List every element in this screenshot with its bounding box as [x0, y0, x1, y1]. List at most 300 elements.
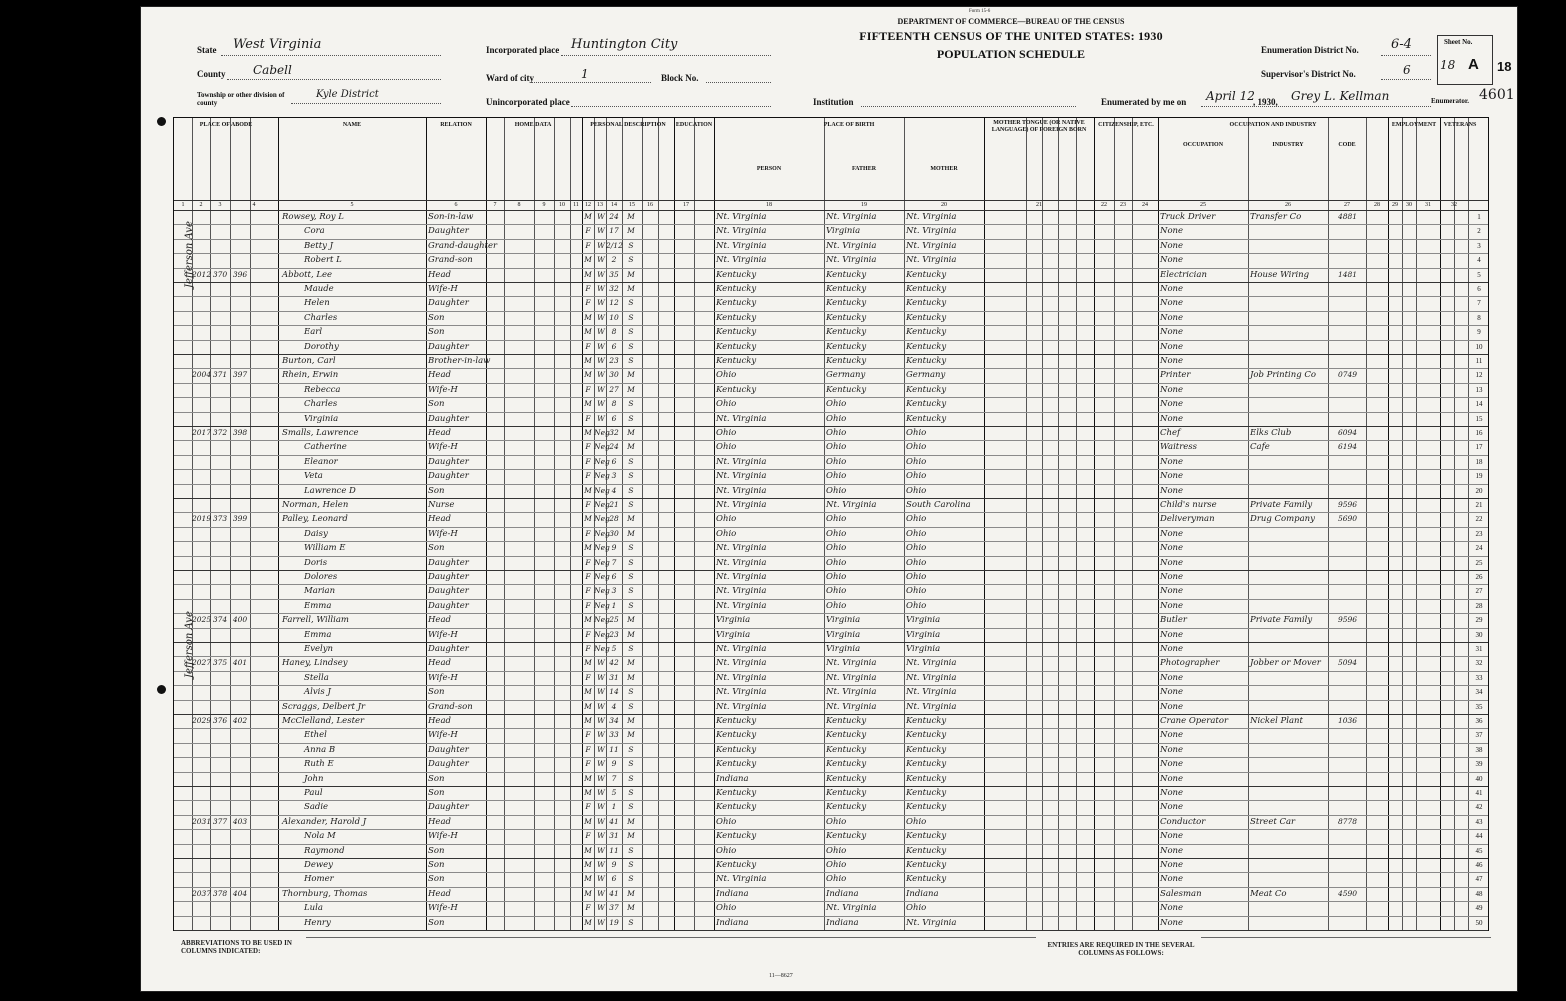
abbreviations-title: ABBREVIATIONS TO BE USED IN COLUMNS INDICATED: [181, 939, 292, 955]
ms-cell: S [628, 500, 634, 509]
age-cell: 1 [611, 600, 617, 610]
column-number: 2 [199, 202, 203, 208]
column-number: 28 [1374, 202, 1380, 208]
age-cell: 21 [609, 500, 619, 509]
rel-cell: Daughter [428, 802, 469, 813]
code-cell: 0749 [1337, 370, 1358, 380]
ms-cell: S [628, 744, 634, 754]
ms-cell: M [627, 428, 635, 437]
race-cell: Neg [594, 629, 610, 639]
occ-cell: None [1160, 572, 1184, 582]
table-row [174, 311, 1490, 325]
member-name-cell: Daisy [304, 528, 328, 539]
sex-cell: M [584, 788, 592, 797]
mother-cell: Ohio [906, 471, 927, 482]
line-number: 45 [1475, 846, 1483, 855]
occ-cell: None [1160, 600, 1184, 611]
mother-cell: Ohio [906, 514, 927, 525]
born-cell: Ohio [716, 428, 737, 438]
ms-cell: S [628, 874, 634, 884]
occ-cell: None [1160, 860, 1184, 870]
table-row [174, 426, 1490, 440]
occ-cell: None [1160, 327, 1184, 338]
column-number: 4 [252, 202, 256, 208]
age-cell: 6 [611, 341, 617, 351]
table-row [174, 397, 1490, 411]
age-cell: 30 [609, 370, 619, 380]
table-row [174, 469, 1490, 483]
group-header-home: HOME DATA [514, 122, 552, 128]
mother-cell: Kentucky [906, 284, 947, 294]
rel-cell: Head [428, 615, 451, 626]
sex-cell: F [585, 442, 591, 452]
mother-cell: Ohio [906, 485, 927, 496]
member-name-cell: Ruth E [304, 759, 334, 770]
mother-cell: Nt. Virginia [906, 240, 957, 251]
sex-cell: F [585, 744, 591, 754]
line-number: 26 [1475, 573, 1483, 581]
father-cell: Nt. Virginia [826, 500, 877, 510]
race-cell: Neg [594, 615, 610, 625]
member-name-cell: Lula [304, 903, 323, 914]
dw-cell: 375 [212, 658, 228, 668]
race-cell: W [597, 226, 605, 236]
occ-cell: Crane Operator [1160, 716, 1229, 726]
occ-cell: None [1160, 672, 1184, 683]
sex-cell: M [584, 485, 592, 495]
table-row [174, 815, 1490, 829]
sex-cell: F [585, 284, 591, 293]
member-name-cell: Evelyn [304, 644, 334, 654]
race-cell: W [597, 874, 605, 884]
table-row [174, 210, 1490, 224]
fam-cell: 400 [232, 615, 248, 625]
occ-cell: Photographer [1160, 658, 1220, 669]
column-number: 22 [1101, 202, 1107, 208]
sex-cell: F [585, 730, 591, 740]
age-cell: 42 [609, 658, 619, 668]
ind-cell: Street Car [1250, 816, 1296, 827]
supervisor-label: Supervisor's District No. [1261, 69, 1356, 79]
ms-cell: M [627, 514, 635, 524]
age-cell: 14 [609, 687, 619, 697]
head-name-cell: Haney, Lindsey [282, 658, 348, 669]
race-cell: W [597, 744, 605, 754]
father-cell: Nt. Virginia [826, 240, 877, 251]
age-cell: 11 [609, 744, 619, 754]
born-cell: Nt. Virginia [716, 687, 767, 698]
sex-cell: F [585, 802, 591, 812]
sex-cell: F [585, 500, 591, 509]
occ-cell: None [1160, 586, 1184, 597]
column-number: 5 [350, 202, 354, 208]
born-cell: Kentucky [716, 730, 757, 741]
ward-label: Ward of city [486, 73, 534, 83]
ms-cell: M [627, 903, 635, 913]
print-note: 11—8627 [769, 973, 793, 979]
line-number: 32 [1475, 659, 1483, 668]
rel-cell: Son [428, 327, 445, 338]
sex-cell: M [584, 917, 592, 927]
county-label: County [197, 69, 226, 79]
ms-cell: S [628, 456, 634, 466]
father-cell: Ohio [826, 471, 847, 482]
township-label: Township or other division of county [197, 91, 285, 107]
born-cell: Nt. Virginia [716, 600, 767, 611]
race-cell: Neg [594, 500, 610, 509]
member-name-cell: Ethel [304, 730, 327, 741]
dw-cell: 377 [212, 816, 228, 826]
dw-cell: 374 [212, 615, 228, 625]
race-cell: W [597, 269, 605, 279]
rel-cell: Son [428, 845, 445, 856]
table-row [174, 498, 1490, 512]
mother-cell: Ohio [906, 442, 927, 453]
occ-cell: None [1160, 399, 1184, 410]
code-cell: 4590 [1337, 888, 1358, 898]
rel-cell: Son [428, 788, 445, 798]
sex-cell: M [584, 212, 592, 221]
sex-cell: M [584, 312, 592, 322]
line-number: 3 [1477, 241, 1481, 250]
subheader-mother: MOTHER [930, 166, 958, 172]
line-number: 42 [1475, 803, 1483, 812]
group-header-name: NAME [342, 122, 362, 128]
sex-cell: F [585, 240, 591, 250]
born-cell: Kentucky [716, 312, 757, 323]
occ-cell: None [1160, 543, 1184, 554]
column-number: 23 [1120, 202, 1126, 208]
sex-cell: M [584, 356, 592, 365]
rel-cell: Son [428, 874, 445, 885]
table-row [174, 714, 1490, 728]
age-cell: 30 [609, 528, 619, 538]
race-cell: W [597, 860, 605, 869]
occ-cell: None [1160, 384, 1184, 395]
age-cell: 10 [609, 312, 619, 322]
table-row [174, 772, 1490, 786]
ms-cell: M [627, 226, 635, 236]
ms-cell: M [627, 442, 635, 452]
line-number: 19 [1475, 472, 1483, 481]
head-name-cell: Smalls, Lawrence [282, 428, 359, 438]
father-cell: Ohio [826, 586, 847, 597]
ward-value: 1 [581, 67, 589, 81]
table-row [174, 728, 1490, 742]
born-cell: Ohio [716, 903, 737, 914]
subheader-industry: INDUSTRY [1272, 142, 1304, 148]
ms-cell: M [627, 716, 635, 725]
age-cell: 5 [611, 788, 617, 797]
mother-cell: Nt. Virginia [906, 917, 957, 928]
occ-cell: None [1160, 845, 1184, 856]
sex-cell: M [584, 327, 592, 337]
group-header-occupation: OCCUPATION AND INDUSTRY [1229, 122, 1317, 128]
rel-cell: Daughter [428, 341, 469, 352]
entries-block [1201, 937, 1491, 976]
column-number: 16 [647, 202, 653, 208]
occ-cell: None [1160, 341, 1184, 352]
ms-cell: S [628, 701, 634, 711]
rel-cell: Grand-son [428, 701, 473, 712]
ms-cell: M [627, 888, 635, 898]
race-cell: W [597, 413, 605, 423]
race-cell: W [597, 788, 605, 797]
member-name-cell: Catherine [304, 442, 347, 453]
race-cell: Neg [594, 442, 610, 452]
race-cell: W [597, 384, 605, 394]
occ-cell: None [1160, 917, 1184, 928]
age-cell: 23 [609, 629, 619, 639]
occ-cell: None [1160, 802, 1184, 813]
ind-cell: Private Family [1250, 615, 1313, 626]
rel-cell: Daughter [428, 744, 469, 755]
ms-cell: S [628, 485, 634, 495]
table-row [174, 253, 1490, 267]
age-cell: 25 [609, 615, 619, 625]
sex-cell: F [585, 413, 591, 423]
mother-cell: Germany [906, 370, 946, 381]
ms-cell: S [628, 572, 634, 581]
line-number: 24 [1475, 544, 1483, 553]
fam-cell: 404 [232, 888, 248, 898]
born-cell: Kentucky [716, 788, 757, 798]
enumerator-label: Enumerator. [1431, 97, 1470, 105]
mother-cell: Kentucky [906, 384, 947, 395]
sex-cell: F [585, 557, 591, 567]
rel-cell: Son [428, 860, 445, 870]
born-cell: Nt. Virginia [716, 226, 767, 237]
age-cell: 12 [609, 298, 619, 308]
mother-cell: Virginia [906, 629, 941, 640]
father-cell: Kentucky [826, 284, 867, 294]
age-cell: 31 [609, 831, 619, 841]
house-cell: 2037 [192, 888, 212, 898]
father-cell: Ohio [826, 816, 847, 827]
father-cell: Kentucky [826, 802, 867, 813]
father-cell: Germany [826, 370, 866, 381]
age-cell: 27 [609, 384, 619, 394]
line-number: 20 [1475, 486, 1483, 495]
table-row [174, 224, 1490, 238]
age-cell: 17 [609, 226, 619, 236]
born-cell: Indiana [716, 888, 749, 899]
line-number: 33 [1475, 673, 1483, 682]
father-cell: Kentucky [826, 759, 867, 770]
age-cell: 8 [611, 399, 617, 409]
ms-cell: S [628, 586, 634, 596]
code-cell: 9596 [1337, 500, 1358, 509]
occ-cell: None [1160, 629, 1184, 640]
sex-cell: F [585, 759, 591, 769]
born-cell: Indiana [716, 917, 749, 928]
dw-cell: 372 [212, 428, 228, 437]
father-cell: Indiana [826, 917, 859, 928]
enumerated-year: , 1930, [1253, 97, 1278, 107]
ind-cell: Transfer Co [1250, 212, 1302, 222]
occ-cell: None [1160, 644, 1184, 654]
race-cell: W [597, 773, 605, 783]
column-number: 26 [1285, 202, 1291, 208]
table-row [174, 700, 1490, 714]
line-number: 48 [1475, 889, 1483, 898]
occ-cell: None [1160, 485, 1184, 496]
occ-cell: None [1160, 788, 1184, 798]
table-row [174, 383, 1490, 397]
member-name-cell: Burton, Carl [282, 356, 336, 366]
table-row [174, 296, 1490, 310]
ms-cell: M [627, 730, 635, 740]
mother-cell: Nt. Virginia [906, 226, 957, 237]
mother-cell: Ohio [906, 816, 927, 827]
unincorporated-label: Unincorporated place [486, 97, 570, 107]
age-cell: 9 [611, 543, 617, 553]
sex-cell: F [585, 600, 591, 610]
column-number: 21 [1036, 202, 1042, 208]
father-cell: Kentucky [826, 831, 867, 842]
column-number: 14 [611, 202, 617, 208]
line-number: 8 [1477, 313, 1481, 322]
rel-cell: Wife-H [428, 730, 458, 741]
sex-cell: F [585, 226, 591, 236]
line-number: 43 [1475, 817, 1483, 826]
line-number: 50 [1475, 918, 1483, 927]
line-number: 40 [1475, 774, 1483, 783]
born-cell: Ohio [716, 399, 737, 410]
race-cell: W [597, 802, 605, 812]
member-name-cell: Norman, Helen [282, 500, 349, 510]
age-cell: 7 [611, 773, 617, 783]
table-row [174, 455, 1490, 469]
line-number: 17 [1475, 443, 1483, 452]
born-cell: Nt. Virginia [716, 456, 767, 467]
line-number: 25 [1475, 558, 1483, 567]
member-name-cell: Doris [304, 557, 328, 568]
ms-cell: S [628, 341, 634, 351]
member-name-cell: Dorothy [304, 341, 339, 352]
rel-cell: Daughter [428, 644, 469, 654]
dw-cell: 371 [212, 370, 228, 380]
race-cell: W [597, 399, 605, 409]
ms-cell: M [627, 384, 635, 394]
column-number: 15 [629, 202, 635, 208]
house-cell: 2029 [192, 716, 212, 725]
group-header-employment: EMPLOYMENT [1391, 122, 1437, 128]
fam-cell: 397 [232, 370, 248, 380]
group-header-birth: PLACE OF BIRTH [823, 122, 875, 128]
ms-cell: M [627, 528, 635, 538]
born-cell: Kentucky [716, 860, 757, 870]
group-header-citizenship: CITIZENSHIP, ETC. [1098, 122, 1154, 128]
side-note-street-2: Jefferson Ave [184, 611, 195, 678]
occ-cell: None [1160, 298, 1184, 309]
rel-cell: Wife-H [428, 629, 458, 640]
father-cell: Nt. Virginia [826, 212, 877, 222]
ms-cell: S [628, 788, 634, 797]
head-name-cell: Rhein, Erwin [282, 370, 339, 381]
born-cell: Ohio [716, 528, 737, 539]
rel-cell: Son [428, 687, 445, 698]
column-number: 25 [1200, 202, 1206, 208]
age-cell: 33 [609, 730, 619, 740]
code-cell: 1036 [1337, 716, 1358, 725]
father-cell: Ohio [826, 874, 847, 885]
father-cell: Virginia [826, 629, 861, 640]
rel-cell: Brother-in-law [428, 356, 491, 366]
mother-cell: Kentucky [906, 730, 947, 741]
table-row [174, 268, 1490, 282]
rel-cell: Daughter [428, 456, 469, 467]
stamp-number: 4601 [1479, 87, 1515, 103]
mother-cell: Kentucky [906, 341, 947, 352]
table-row [174, 570, 1490, 584]
group-header-tongue: MOTHER TONGUE (OR NATIVE LANGUAGE) OF FOREIGN BORN [991, 120, 1087, 133]
born-cell: Kentucky [716, 759, 757, 770]
ms-cell: S [628, 845, 634, 855]
member-name-cell: Charles [304, 312, 338, 323]
ms-cell: S [628, 543, 634, 553]
table-row [174, 340, 1490, 354]
occ-cell: None [1160, 744, 1184, 755]
ms-cell: S [628, 687, 634, 697]
sex-cell: F [585, 903, 591, 913]
ind-cell: Drug Company [1250, 514, 1315, 525]
father-cell: Ohio [826, 413, 847, 424]
column-number: 1 [181, 202, 185, 208]
member-name-cell: Veta [304, 471, 323, 482]
mother-cell: Ohio [906, 543, 927, 554]
born-cell: Nt. Virginia [716, 471, 767, 482]
line-number: 47 [1475, 875, 1483, 884]
born-cell: Kentucky [716, 284, 757, 294]
occ-cell: None [1160, 471, 1184, 482]
sex-cell: M [584, 773, 592, 783]
race-cell: W [597, 730, 605, 740]
county-value: Cabell [253, 63, 292, 77]
race-cell: W [597, 759, 605, 769]
column-number: 3 [218, 202, 222, 208]
occ-cell: Truck Driver [1160, 212, 1216, 222]
member-name-cell: Rowsey, Roy L [282, 212, 344, 222]
ms-cell: S [628, 917, 634, 927]
table-row [174, 541, 1490, 555]
father-cell: Nt. Virginia [826, 255, 877, 266]
mother-cell: Ohio [906, 428, 927, 438]
race-cell: W [597, 341, 605, 351]
line-number: 16 [1475, 429, 1483, 437]
mother-cell: Nt. Virginia [906, 255, 957, 266]
sex-cell: M [584, 615, 592, 625]
race-cell: W [597, 831, 605, 841]
race-cell: W [597, 917, 605, 927]
rel-cell: Nurse [428, 500, 455, 510]
born-cell: Nt. Virginia [716, 701, 767, 712]
father-cell: Kentucky [826, 788, 867, 798]
father-cell: Virginia [826, 226, 861, 237]
father-cell: Ohio [826, 528, 847, 539]
dw-cell: 373 [212, 514, 228, 524]
father-cell: Indiana [826, 888, 859, 899]
sex-cell: F [585, 644, 591, 653]
rel-cell: Daughter [428, 600, 469, 611]
sex-cell: M [584, 701, 592, 711]
table-row [174, 282, 1490, 296]
subheader-person: PERSON [756, 166, 782, 172]
ms-cell: S [628, 471, 634, 481]
ms-cell: M [627, 615, 635, 625]
table-row [174, 829, 1490, 843]
column-number: 18 [766, 202, 772, 208]
